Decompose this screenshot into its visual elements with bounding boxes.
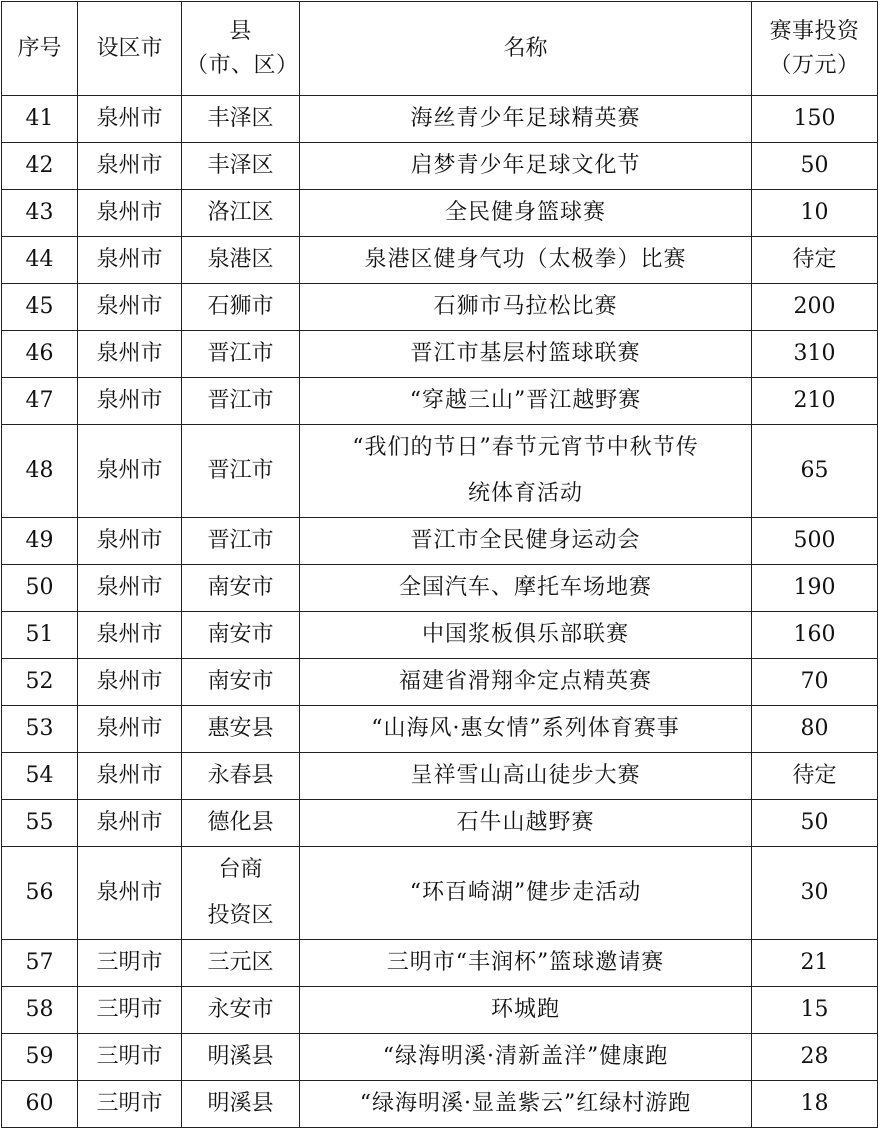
row-index: 45 [2,284,78,331]
row-county: 泉港区 [182,237,300,284]
table-row [2,847,878,940]
row-county: 晋江市 [182,331,300,378]
row-investment: 30 [752,847,878,940]
row-city: 泉州市 [78,706,182,753]
row-investment: 190 [752,565,878,612]
row-city: 泉州市 [78,612,182,659]
row-city: 泉州市 [78,331,182,378]
table-row [2,753,878,800]
row-county: 德化县 [182,800,300,847]
row-county-line2: 投资区 [207,903,274,928]
row-city: 泉州市 [78,847,182,940]
table-row [2,659,878,706]
row-index: 57 [2,940,78,987]
row-event-name: 泉港区健身气功（太极拳）比赛 [300,237,752,284]
row-event-name: 呈祥雪山高山徒步大赛 [300,753,752,800]
row-index: 47 [2,378,78,425]
table-body [2,96,878,1128]
header-county-line1: 县 [229,18,252,44]
events-table [1,1,878,1128]
row-county: 晋江市 [182,518,300,565]
row-investment: 21 [752,940,878,987]
row-city: 泉州市 [78,565,182,612]
row-investment: 待定 [752,753,878,800]
header-county [182,2,300,96]
row-city: 泉州市 [78,190,182,237]
row-investment: 70 [752,659,878,706]
table-row [2,425,878,518]
row-investment: 15 [752,987,878,1034]
row-county: 南安市 [182,659,300,706]
table-header [2,2,878,96]
row-investment: 80 [752,706,878,753]
row-index: 43 [2,190,78,237]
row-investment: 210 [752,378,878,425]
row-event-name: “绿海明溪·清新盖洋”健康跑 [300,1034,752,1081]
row-event-name: 石牛山越野赛 [300,800,752,847]
table-row [2,565,878,612]
row-city: 泉州市 [78,753,182,800]
row-city: 三明市 [78,987,182,1034]
table-row [2,1034,878,1081]
row-county: 永春县 [182,753,300,800]
row-investment: 50 [752,800,878,847]
row-event-name: “穿越三山”晋江越野赛 [300,378,752,425]
row-index: 52 [2,659,78,706]
row-investment: 500 [752,518,878,565]
row-index: 46 [2,331,78,378]
header-county-line2: （市、区） [186,52,299,78]
row-index: 58 [2,987,78,1034]
row-event-name: 中国浆板俱乐部联赛 [300,612,752,659]
row-event-name: 晋江市基层村篮球联赛 [300,331,752,378]
row-index: 55 [2,800,78,847]
header-investment-line2: （万元） [769,52,860,78]
row-city: 泉州市 [78,518,182,565]
table-row [2,378,878,425]
row-index: 42 [2,143,78,190]
row-event-name: “山海风·惠女情”系列体育赛事 [300,706,752,753]
row-event-name: 海丝青少年足球精英赛 [300,96,752,143]
table-row [2,706,878,753]
row-county: 三元区 [182,940,300,987]
row-city: 泉州市 [78,800,182,847]
row-city: 泉州市 [78,425,182,518]
table-row [2,143,878,190]
row-index: 50 [2,565,78,612]
row-index: 56 [2,847,78,940]
row-investment: 65 [752,425,878,518]
header-name: 名称 [300,2,752,96]
row-county: 惠安县 [182,706,300,753]
header-investment [752,2,878,96]
row-investment: 310 [752,331,878,378]
row-event-name: 全民健身篮球赛 [300,190,752,237]
row-index: 60 [2,1081,78,1128]
row-county: 石狮市 [182,284,300,331]
table-row [2,190,878,237]
row-investment: 18 [752,1081,878,1128]
row-county: 丰泽区 [182,143,300,190]
row-county: 晋江市 [182,378,300,425]
row-city: 泉州市 [78,378,182,425]
header-row [2,2,878,96]
table-row [2,940,878,987]
row-event-name: 启梦青少年足球文化节 [300,143,752,190]
row-county: 洛江区 [182,190,300,237]
row-index: 51 [2,612,78,659]
row-county: 南安市 [182,612,300,659]
row-county: 晋江市 [182,425,300,518]
row-event-name: 全国汽车、摩托车场地赛 [300,565,752,612]
row-event-name: “绿海明溪·显盖紫云”红绿村游跑 [300,1081,752,1128]
row-county [182,847,300,940]
row-county: 永安市 [182,987,300,1034]
row-investment: 28 [752,1034,878,1081]
row-city: 泉州市 [78,143,182,190]
table-row [2,800,878,847]
row-city: 泉州市 [78,237,182,284]
table-row [2,237,878,284]
row-city: 泉州市 [78,284,182,331]
row-investment: 10 [752,190,878,237]
row-county: 明溪县 [182,1081,300,1128]
row-county: 明溪县 [182,1034,300,1081]
row-event-name: 晋江市全民健身运动会 [300,518,752,565]
table-row [2,96,878,143]
table-row [2,518,878,565]
row-county: 南安市 [182,565,300,612]
row-city: 三明市 [78,1034,182,1081]
row-investment: 200 [752,284,878,331]
row-investment: 50 [752,143,878,190]
row-event-name: 石狮市马拉松比赛 [300,284,752,331]
row-county-line1: 台商 [218,857,263,882]
row-investment: 160 [752,612,878,659]
row-event-name: 三明市“丰润杯”篮球邀请赛 [300,940,752,987]
row-index: 41 [2,96,78,143]
row-county: 丰泽区 [182,96,300,143]
row-index: 44 [2,237,78,284]
row-event-name [300,425,752,518]
header-investment-line1: 赛事投资 [769,18,860,44]
table-row [2,987,878,1034]
row-event-name-line2: 统体育活动 [467,481,583,506]
row-index: 49 [2,518,78,565]
row-event-name: 福建省滑翔伞定点精英赛 [300,659,752,706]
row-city: 三明市 [78,1081,182,1128]
table-row [2,284,878,331]
row-investment: 150 [752,96,878,143]
row-index: 53 [2,706,78,753]
row-event-name-line1: “我们的节日”春节元宵节中秋节传 [352,435,699,460]
header-index: 序号 [2,2,78,96]
row-index: 59 [2,1034,78,1081]
row-investment: 待定 [752,237,878,284]
row-event-name: “环百崎湖”健步走活动 [300,847,752,940]
table-row [2,331,878,378]
row-event-name: 环城跑 [300,987,752,1034]
row-city: 泉州市 [78,659,182,706]
row-city: 泉州市 [78,96,182,143]
table-row [2,1081,878,1128]
table-row [2,612,878,659]
row-index: 54 [2,753,78,800]
row-city: 三明市 [78,940,182,987]
row-index: 48 [2,425,78,518]
header-city: 设区市 [78,2,182,96]
